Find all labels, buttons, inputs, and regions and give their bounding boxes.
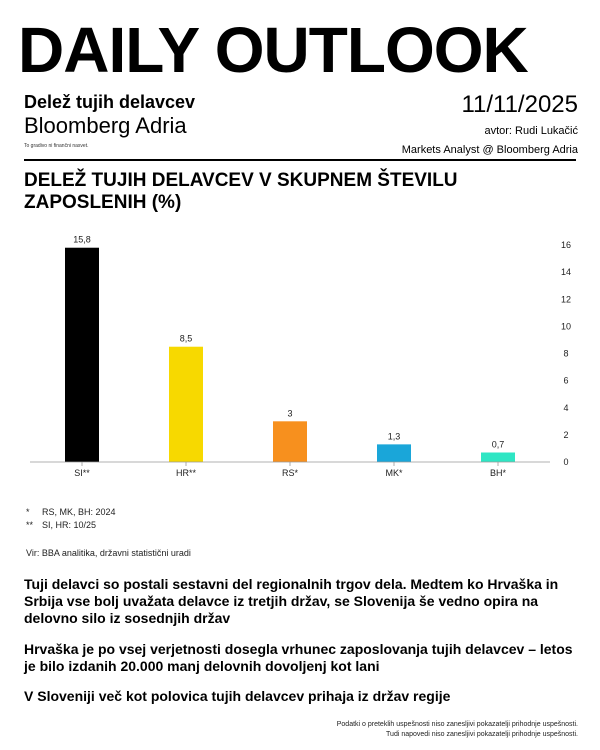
data-label: 1,3 (387, 431, 401, 442)
note-mark: ** (26, 520, 34, 530)
topic-title: Delež tujih delavcev (24, 92, 196, 112)
x-tick-label: HR** (175, 468, 197, 478)
x-tick-label: BH* (489, 468, 507, 478)
y-tick-label: 0 (563, 457, 569, 467)
paragraph-2: Hrvaška je po vsej verjetnosti dosegla vrhunec zaposlovanja tujih delavcev – letos je bilo izdanih 20.000 manj delovnih dovoljenj kot lani (24, 641, 573, 674)
x-tick-label: SI** (74, 468, 90, 478)
y-tick-label: 2 (563, 429, 569, 440)
masthead-title: DAILY OUTLOOK (18, 14, 528, 86)
disclaimer-line-2: Tudi napovedi niso zanesljivi pokazatelji prihodnje uspešnosti. (386, 731, 578, 738)
y-tick-label: 6 (563, 375, 569, 386)
x-tick-label: RS* (281, 468, 299, 478)
data-label: 3 (287, 408, 293, 419)
tagline: To gradivo ni finančni nasvet. (24, 143, 89, 149)
header-divider (24, 159, 576, 161)
disclaimer-line-1: Podatki o preteklih uspešnosti niso zanesljivi pokazatelji prihodnje uspešnosti. (336, 721, 578, 728)
note-text: RS, MK, BH: 2024 (42, 507, 116, 517)
note-text: SI, HR: 10/25 (42, 520, 97, 530)
y-tick-label: 4 (563, 402, 569, 413)
chart-title: DELEŽ TUJIH DELAVCEV V SKUPNEM ŠTEVILU ZAPOSLENIH (%) (24, 170, 458, 213)
data-label: 8,5 (179, 333, 193, 344)
bar-chart (0, 230, 600, 490)
disclaimer (337, 720, 578, 740)
header-right (402, 90, 578, 158)
chart-notes (26, 506, 116, 532)
note-row (26, 506, 116, 519)
note-mark: * (26, 507, 30, 517)
y-tick-label: 10 (560, 321, 572, 332)
bar-si (65, 248, 99, 462)
bar-rs (273, 421, 307, 462)
x-tick-label: MK* (385, 468, 403, 478)
paragraph-3: V Sloveniji več kot polovica tujih delavcev prihaja iz držav regije (24, 688, 451, 704)
bar-bh (481, 453, 515, 462)
y-tick-label: 8 (563, 348, 569, 359)
data-label: 0,7 (491, 439, 505, 450)
paragraph-1: Tuji delavci so postali sestavni del regionalnih trgov dela. Medtem ko Hrvaška in Srbija vse bolj uvažata delavce iz tretjih držav, se Slovenija še vedno opira na delovno silo iz sosednjih držav (24, 576, 559, 626)
bar-hr (169, 347, 203, 462)
y-tick-label: 12 (560, 294, 572, 305)
publish-date: 11/11/2025 (461, 91, 578, 118)
author-role: Markets Analyst @ Bloomberg Adria (401, 144, 578, 156)
y-tick-label: 14 (560, 267, 572, 278)
chart-source: Vir: BBA analitika, državni statistični uradi (26, 548, 191, 558)
brand-name: Bloomberg Adria (24, 113, 187, 138)
y-tick-label: 16 (560, 240, 572, 250)
bar-mk (377, 444, 411, 462)
note-row (26, 519, 116, 532)
author-name: avtor: Rudi Lukačić (484, 125, 578, 137)
header-left (24, 92, 195, 149)
data-label: 15,8 (73, 234, 91, 245)
